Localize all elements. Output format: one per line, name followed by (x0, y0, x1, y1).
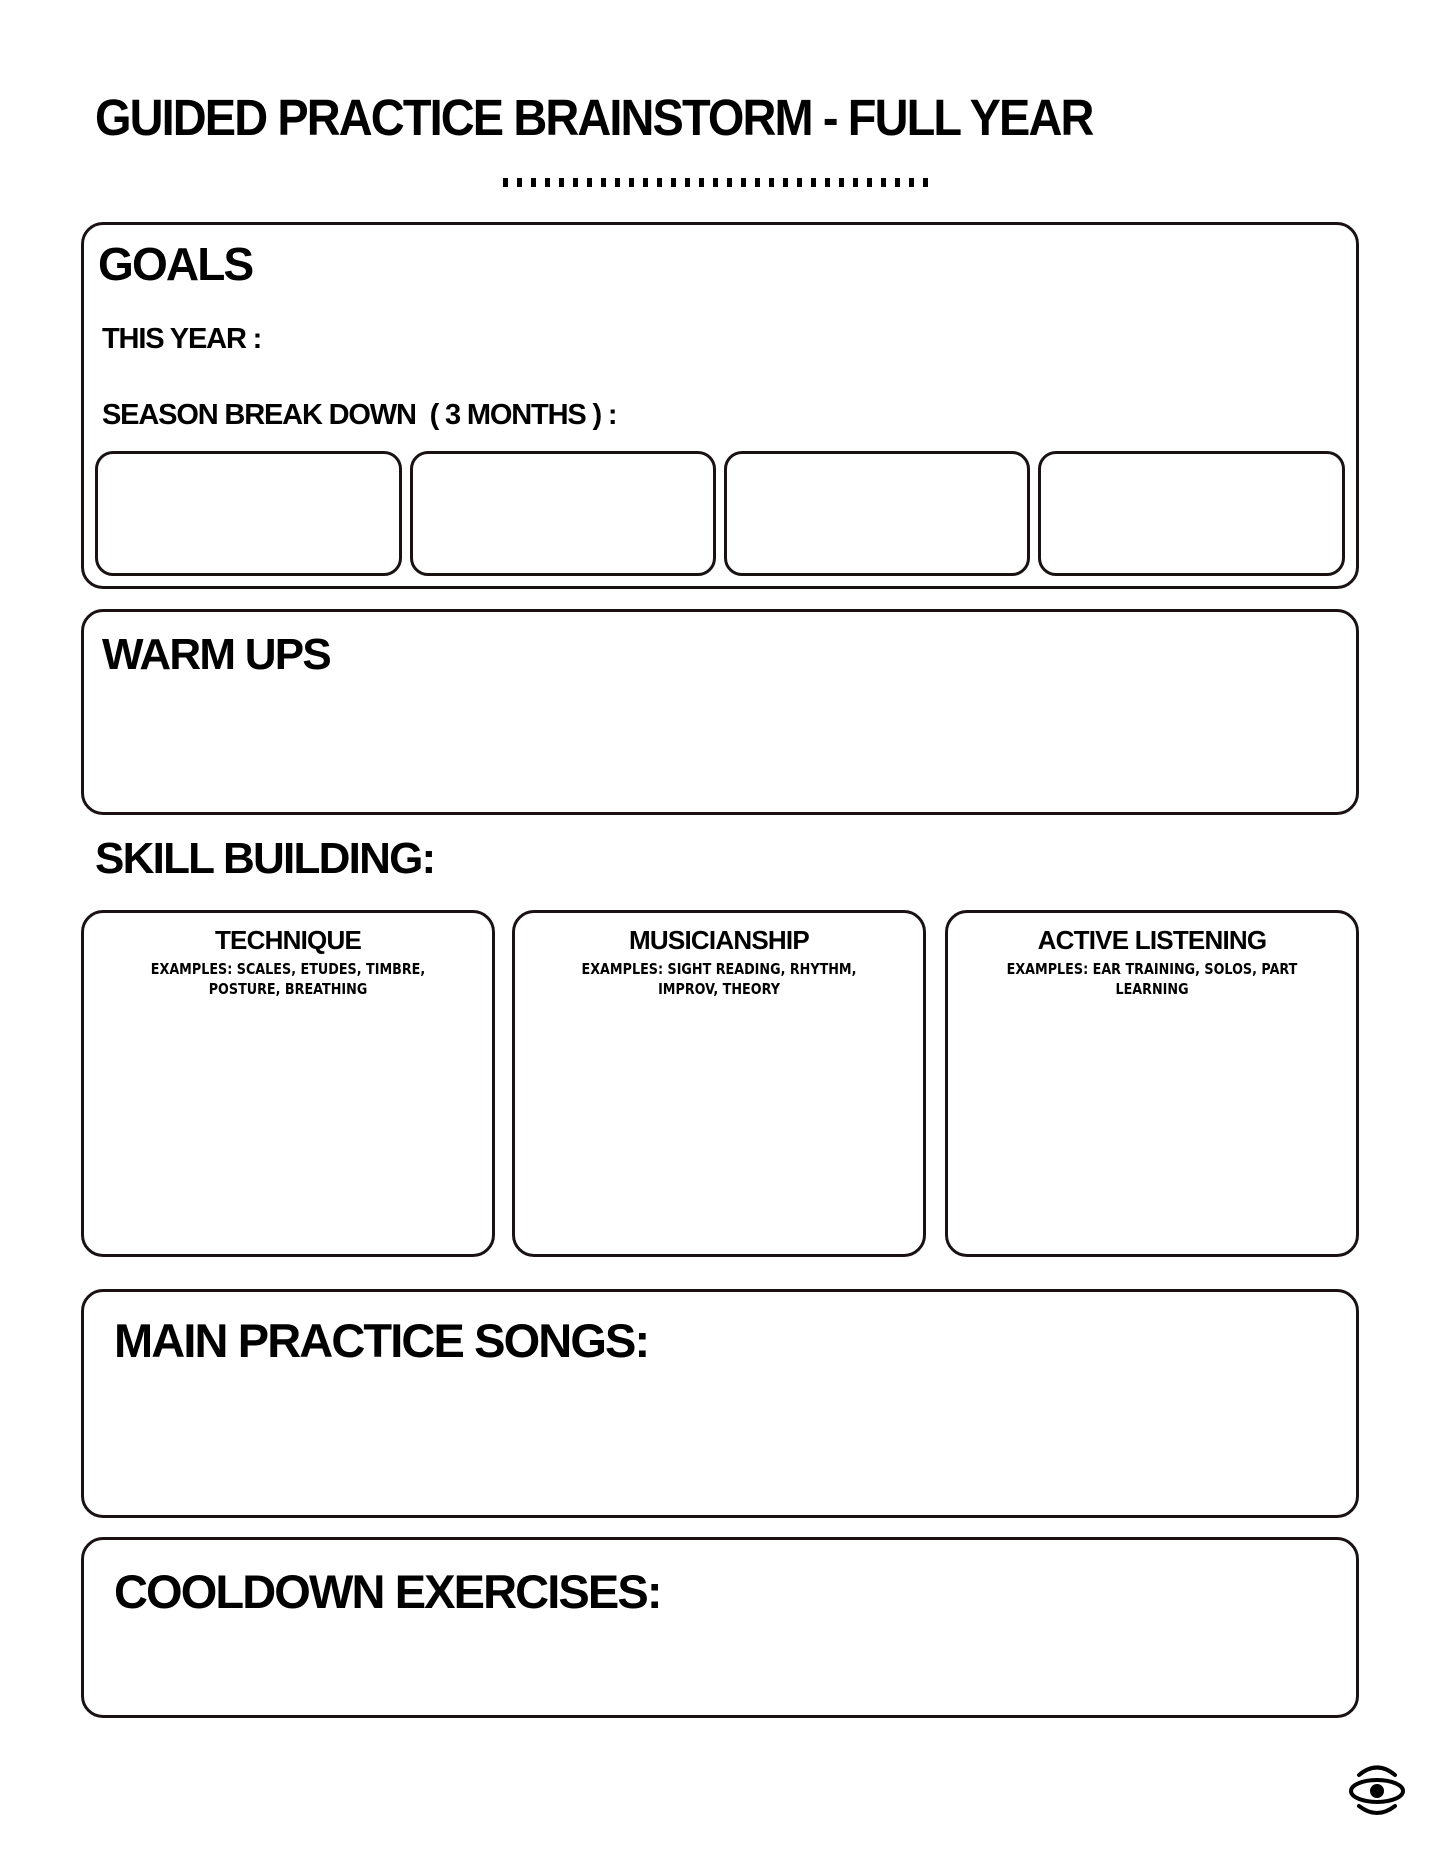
skill-box-musicianship[interactable] (512, 910, 926, 1257)
skill-examples-musicianship: EXAMPLES: SIGHT READING, RHYTHM, IMPROV, THEORY (581, 960, 857, 998)
dotted-divider (503, 178, 934, 187)
goals-heading: GOALS (98, 238, 253, 290)
skill-examples-active-listening: EXAMPLES: EAR TRAINING, SOLOS, PART LEARNING (1006, 960, 1298, 998)
warm-ups-section[interactable] (81, 609, 1359, 815)
skill-title-technique: TECHNIQUE (214, 925, 362, 955)
skill-box-technique[interactable] (81, 910, 495, 1257)
season-box-4[interactable] (1038, 451, 1345, 576)
skill-examples-technique: EXAMPLES: SCALES, ETUDES, TIMBRE, POSTURE, BREATHING (150, 960, 426, 998)
skill-title-musicianship: MUSICIANSHIP (629, 925, 809, 955)
this-year-label: THIS YEAR : (102, 323, 262, 355)
page-title: GUIDED PRACTICE BRAINSTORM - FULL YEAR (95, 89, 1093, 146)
cooldown-heading: COOLDOWN EXERCISES: (114, 1565, 661, 1618)
season-box-1[interactable] (95, 451, 402, 576)
skill-building-heading: SKILL BUILDING: (95, 834, 435, 883)
skill-title-active-listening: ACTIVE LISTENING (1037, 925, 1267, 955)
season-breakdown-label: SEASON BREAK DOWN ( 3 MONTHS ) : (102, 399, 617, 431)
cooldown-section[interactable] (81, 1537, 1359, 1718)
season-box-2[interactable] (410, 451, 716, 576)
skill-box-active-listening[interactable] (945, 910, 1359, 1257)
season-box-3[interactable] (724, 451, 1030, 576)
eye-icon (1347, 1762, 1407, 1818)
main-songs-section[interactable] (81, 1289, 1359, 1518)
warm-ups-heading: WARM UPS (102, 630, 330, 679)
main-songs-heading: MAIN PRACTICE SONGS: (114, 1314, 649, 1367)
